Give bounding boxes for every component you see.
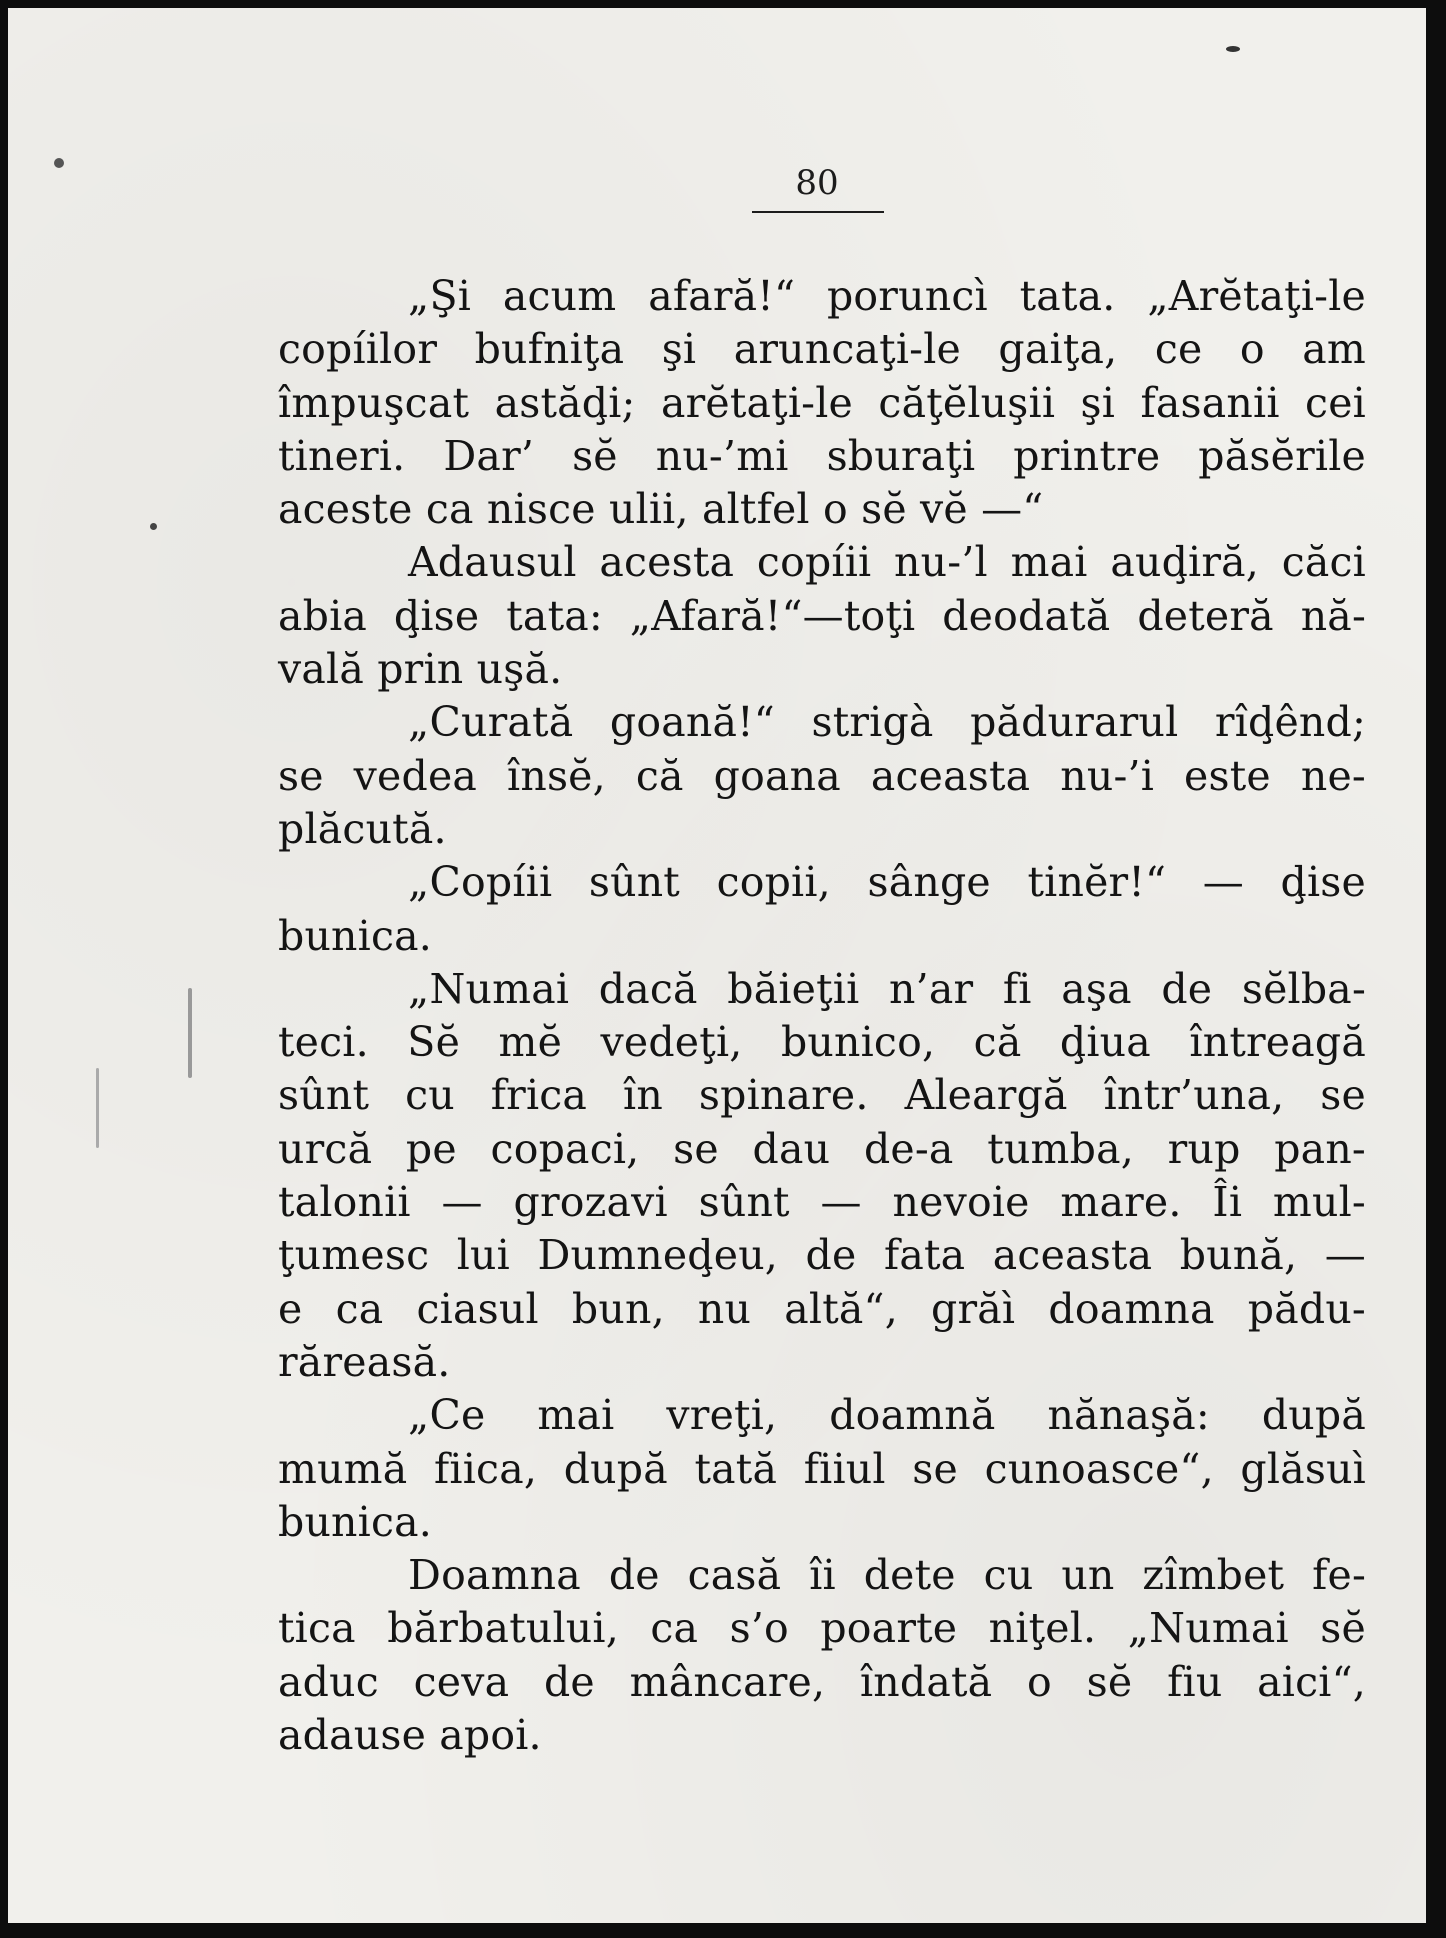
paragraph-1	[278, 270, 1366, 536]
text-line: ţumesc lui Dumneḑeu, de fata aceasta bună, —	[278, 1231, 1366, 1280]
text-line: împuşcat astăḑi; arĕtaţi-le căţĕluşii şi fasanii cei	[278, 378, 1366, 427]
text-line: abia ḑise tata: „Afară!“—toţi deodată deteră nă-	[278, 591, 1366, 640]
text-line: „Curată goană!“ strigà pădurarul rîḑênd;	[408, 698, 1366, 747]
scan-speck	[188, 988, 192, 1078]
body-text	[278, 270, 1366, 1762]
text-line: „Şi acum afară!“ poruncì tata. „Arĕtaţi-le	[408, 272, 1366, 320]
text-line: bunica.	[278, 911, 433, 960]
text-line: se vedea însĕ, că goana aceasta nu-’i este ne-	[278, 751, 1366, 800]
book-page	[8, 8, 1426, 1923]
text-line: „Numai dacă băieţii n’ar fi aşa de sĕlba-	[408, 964, 1366, 1013]
text-line: Adausul acesta copíii nu-’l mai auḑiră, căci	[408, 538, 1366, 587]
scan-speck	[96, 1068, 99, 1148]
text-line: aceste ca nisce ulii, altfel o sĕ vĕ —“	[278, 485, 1044, 534]
text-line: urcă pe copaci, se dau de-a tumba, rup pan-	[278, 1124, 1366, 1173]
text-line: copíilor bufniţa şi aruncaţi-le gaiţa, ce o am	[278, 325, 1366, 374]
text-line: tineri. Dar’ sĕ nu-’mi sburaţi printre păsĕrile	[278, 431, 1366, 480]
paragraph-2	[278, 536, 1366, 696]
text-line: talonii — grozavi sûnt — nevoie mare. Îi mul-	[278, 1178, 1366, 1227]
paragraph-4	[278, 856, 1366, 963]
scan-speck	[1226, 46, 1240, 52]
text-line: mumă fiica, după tată fiiul se cunoasce“, glăsuì	[278, 1444, 1366, 1493]
scan-speck	[150, 523, 157, 530]
text-line: Doamna de casă îi dete cu un zîmbet fe-	[408, 1551, 1366, 1600]
page-number-rule	[752, 211, 884, 213]
page-number: 80	[795, 163, 839, 203]
text-line: răreasă.	[278, 1337, 451, 1386]
text-line: aduc ceva de mâncare, îndată o sĕ fiu aici“,	[278, 1657, 1366, 1706]
text-line: adause apoi.	[278, 1711, 542, 1760]
scan-speck	[54, 158, 64, 168]
text-line: „Ce mai vreţi, doamnă nănaşă: după	[408, 1391, 1366, 1440]
text-line: bunica.	[278, 1497, 433, 1546]
text-line: tica bărbatului, ca s’o poarte niţel. „Numai sĕ	[278, 1604, 1366, 1653]
text-line: „Copíii sûnt copii, sânge tinĕr!“ — ḑise	[408, 858, 1366, 907]
paragraph-6	[278, 1389, 1366, 1549]
text-line: e ca ciasul bun, nu altă“, grăì doamna pădu-	[278, 1284, 1366, 1333]
text-line: sûnt cu frica în spinare. Aleargă într’una, se	[278, 1071, 1366, 1120]
text-line: plăcută.	[278, 804, 447, 853]
paragraph-7	[278, 1549, 1366, 1762]
paragraph-3	[278, 696, 1366, 856]
paragraph-5	[278, 963, 1366, 1389]
text-line: teci. Sĕ mĕ vedeţi, bunico, că ḑiua întreagă	[278, 1018, 1366, 1067]
text-line: vală prin uşă.	[278, 645, 563, 694]
